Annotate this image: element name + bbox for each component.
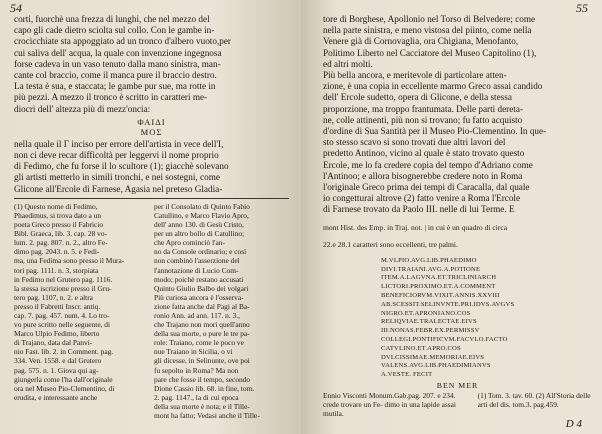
right-footnotes <box>323 391 592 418</box>
footnote-line: l'annotazione di Lucio Com- <box>154 265 239 275</box>
signature-mark: D 4 <box>565 418 582 430</box>
body-line: proporzione, ma troppo frantumata. Delle parti dereta- <box>323 103 523 114</box>
footnote-line: ronio Ann. ad ann. 117. n. 3., <box>154 310 240 320</box>
inscription-line: COLLEGI.PONTIFICVM.FACVLO.FACTO <box>381 336 508 344</box>
footnote-line: Più curiosa ancora è l'osserva- <box>154 292 244 302</box>
inscription-line: LICTORI.PROXIMO.ET.A.COMMENT <box>381 283 496 291</box>
body-line: d'ordine di Sua Santità per il Museo Pio-Clementino. In que- <box>323 126 547 137</box>
body-line: l'originale Greco prima dei tempi di Caracalla, dal quale <box>323 182 530 193</box>
footnote-line: poeta Greco presso il Fabricio <box>14 220 104 230</box>
footnote-line: giungerla come l'ha dall'originale <box>14 374 113 384</box>
body-line: capo gli cade dietro sciolta sul collo. Con le gambe in- <box>14 25 215 36</box>
left-body-text-2 <box>14 139 289 195</box>
footnote-line: della sua morte, o pure le tre pa- <box>154 329 250 339</box>
footnote-line: modo; poichè restano accusati <box>154 274 244 284</box>
inscription-line: M.VLPIO.AVG.LIB.PHAEDIMO <box>381 256 477 264</box>
inscription-line: AB.SCESSIT.SELINVNTE.PRI.IDVS.AVGVS <box>381 300 515 308</box>
right-body-text <box>323 14 592 216</box>
footnote-line: dell' anno 130. di Gesù Cristo, <box>154 220 244 230</box>
inscription-line: A.VESTE. FECIT <box>381 371 433 379</box>
footnote-line: non combinò l'asserzione del <box>154 256 240 266</box>
footnote-line: mont ha fatto; Vedasi anche il Tille- <box>154 411 260 420</box>
footnote-line: zione fatta anche dal Pagi al Ba- <box>154 301 250 311</box>
greek-signature-line: ΜΟΣ <box>140 126 163 137</box>
page-number-right: 55 <box>576 1 588 15</box>
footnote-line: lum. 2. pag. 807. n. 2., altro Fe- <box>14 238 108 248</box>
body-line: forse cadeva in un vaso tenuto dalla mano sinistra, man- <box>14 58 221 69</box>
body-line: corti, fuorchè una frezza di lunghi, che nel mezzo del <box>14 14 210 24</box>
body-line: più pezzi. A mezzo il tronco è scritto in caratteri me- <box>14 92 208 103</box>
footnote-line: per un altro bollo di Catullino; <box>154 229 245 239</box>
right-page <box>301 0 602 434</box>
footnote-line: fu sepolto in Roma? Ma non <box>154 365 239 375</box>
footnote-line: per il Consolato di Quinto Fabio <box>154 201 250 211</box>
body-line: Politimo Liberto nel Cacciatore del Museo Capitolino (1), <box>323 47 537 58</box>
inscription-line: NIGRO.ET.APRONIANO.COS <box>381 309 471 317</box>
body-line: Venere già di Cornovaglia, ora Chigiana, Menofanto, <box>323 36 519 47</box>
body-line: zione, è una copia in eccellente marmo Greco assai candido <box>323 81 543 92</box>
footnote-line: erudita, e interessante anche <box>14 392 98 402</box>
footnote-line: Phaedimus, si trova dato a un <box>14 210 102 220</box>
footnote-line: 2. pag. 1147., la di cui epoca <box>154 392 239 402</box>
left-body-text <box>14 14 289 115</box>
footnote-line: della sua morte è nota; e il Tille- <box>154 401 250 411</box>
footnote-line: Marco Ulpio Fedimo, liberto <box>14 329 100 339</box>
footnote-line: 22.e 28.1 caratteri sono eccellenti, tre palmi. <box>323 240 458 250</box>
footnote-line: tero pag. 1107, n. 2. e altra <box>14 292 93 302</box>
body-line: La testa è sua, e staccata; le gambe pur sue, ma rotte in <box>14 81 216 92</box>
footnote-line: pare che fosse il tempo, secondo <box>154 374 251 384</box>
body-line: non ci deve recar difficoltà per leggervi il nome proprio <box>14 150 219 161</box>
body-line: di Fedimo, che fu forse il lo scultore (1); giacchè solevano <box>14 161 229 172</box>
body-line: Più bella ancora, e meritevole di particolare atten- <box>323 70 507 81</box>
left-footnotes <box>14 202 289 420</box>
body-line: nella quale il Γ inciso per errore dell'artista in vece dell'Ι, <box>14 138 224 149</box>
footnote-column <box>154 202 289 420</box>
footnote-line: pag. 575. n. 1. Giova qui ag- <box>14 365 99 375</box>
footnote-line: Quinto Giulio Balbo dei volgari <box>154 283 249 293</box>
body-line: Ercole, me lo fa credere copia del tempo d'Adriano come <box>323 159 533 170</box>
body-line: predetto Antinoo, vicino al quale è stato trovato questo <box>323 148 525 159</box>
footnote-visconti: Ennio Visconti Monum.Gab.pag. 207. e 234. crede trovare un Fe- dimo in una lapide assai mutila. <box>323 391 456 418</box>
footnote-line: in Fedimo nel Grutero pag. 1116. <box>14 274 113 284</box>
footnote-line: di Trajano, data dal Panvi- <box>14 338 93 348</box>
body-line: gli artisti metterlo in simili tronchi, e nei sostegni, come <box>14 172 220 183</box>
body-line: cante col braccio, come il manca pure il braccio destro. <box>14 70 217 81</box>
body-line: di Farnese trovato da Paolo III. nelle di lui Terme. E <box>323 204 515 215</box>
inscription-line: III.NONAS.FEBR.EX.PERMISSV <box>381 327 480 335</box>
body-line: ne, colle attinenti, più non si trovano; fu fatto acquisto <box>323 114 523 125</box>
footnote-line: Dione Cassio lib. 68. in fine, tom. <box>154 383 255 393</box>
body-line: dell' Ercole sudetto, opera di Glicone, e della stessa <box>323 92 512 103</box>
footnote-line: 334. Ven. 1558. e dal Grutero <box>14 356 102 366</box>
body-line: ed altri molti. <box>323 58 373 69</box>
footnote-line: (1) Questo nome di Fedimo, <box>14 201 98 211</box>
footnote-line: no da Console ordinario; e così <box>154 247 247 257</box>
footnote-line: mont Hist. des Emp. in Traj. not. | in cui è un quadro di circa <box>323 223 508 233</box>
footnote-line: dimo pag. 2043. n. 5. e Fedi- <box>14 247 100 257</box>
inscription-line: VALENS.AVG.LIB.PHAEDIMIANVS <box>381 362 491 370</box>
inscription-line: RELIQVIAE.TRALECTAE.EIVS <box>381 318 477 326</box>
page-number-left: 54 <box>10 1 22 15</box>
body-line: l'Antinoo; e allora bisognerebbe credere noto in Roma <box>323 170 523 181</box>
footnote-line: che Apro cominciò l'an- <box>154 238 225 248</box>
body-line: cui saliva dell' acqua, la quale con invenzione ingegnosa <box>14 47 222 58</box>
inscription-line: CATVLINO.ET.APRO.COS <box>381 344 461 352</box>
latin-inscription <box>323 257 592 380</box>
right-footnote-intro <box>323 223 592 249</box>
footnote-line: nue Traiano in Sicilia, o vi <box>154 347 233 357</box>
footnote-line: Catullino, e Marco Flavio Apro, <box>154 210 249 220</box>
body-line: io congetturai altrove (2) fatto venire a Roma l'Ercole <box>323 193 521 204</box>
footnote-divider <box>14 198 289 199</box>
body-line: Glicone all'Ercole di Farnese, Agasia nel preteso Gladia- <box>14 183 223 194</box>
body-line: tore di Borghese, Apollonio nel Torso di Belvedere; come <box>323 14 536 24</box>
footnote-line: presso il Fabretti Inscr. antiq. <box>14 301 101 311</box>
inscription-line: BENEFICIORVM.VIXIT.ANNIS.XXVIII <box>381 292 500 300</box>
body-line: nella parte sinistra, e meno vistosa del piinto, come nella <box>323 25 532 36</box>
footnote-line: che Trajano non morì quell'anno <box>154 320 250 330</box>
footnote-column <box>14 202 149 420</box>
footnote-line: gli dicesse, in Selinunte, ove poi <box>154 356 250 366</box>
footnote-line: ma, una Fedima sono presso il Mura- <box>14 256 125 266</box>
body-line: crocicchiate sta appoggiato ad un tronco d'albero vuoto,per <box>14 36 231 47</box>
footnote-line: Bibl. Graeca, lib. 3. cap. 28 vo- <box>14 229 107 239</box>
footnote-line: ora nel Museo Pio-Clementino, di <box>14 383 115 393</box>
inscription-line: DIVI.TRAIANI.AVG.A.POTIONE <box>381 265 481 273</box>
footnote-line: cap. 7. pag. 457. num. 4. Lo tro- <box>14 310 110 320</box>
footnote-line: nio Fast. lib. 2. in Comment. pag. <box>14 347 114 357</box>
footnote-line: vo pure scritto nelle seguente, di <box>14 320 111 330</box>
greek-signature-line: ΦΑΙΔΙ <box>137 116 166 127</box>
footnote-line: role: Traiano, come le poco ve <box>154 338 244 348</box>
inscription-line: ITEM.A.LAGVNA.ET.TRICLINIARCH <box>381 274 497 282</box>
footnote-line: la stessa iscrizione presso il Gru- <box>14 283 112 293</box>
greek-signature <box>14 117 289 137</box>
body-line: diocri dell' altezza più di mezz'oncia: <box>14 103 151 114</box>
inscription-ben-mer: BEN MER <box>436 381 479 390</box>
body-line: sto stesso scavo si sono trovati due altri lavori del <box>323 137 506 148</box>
footnote-line: tori pag. 1111. n. 3, storpiata <box>14 265 99 275</box>
footnote-refs: (1) Tom. 3. tav. 60. (2) All'Storia delle arti del dis. tom.3. pag.459. <box>477 391 591 409</box>
inscription-line: DVLCISSIMAE.MEMORIAE.EIVS <box>381 353 485 361</box>
